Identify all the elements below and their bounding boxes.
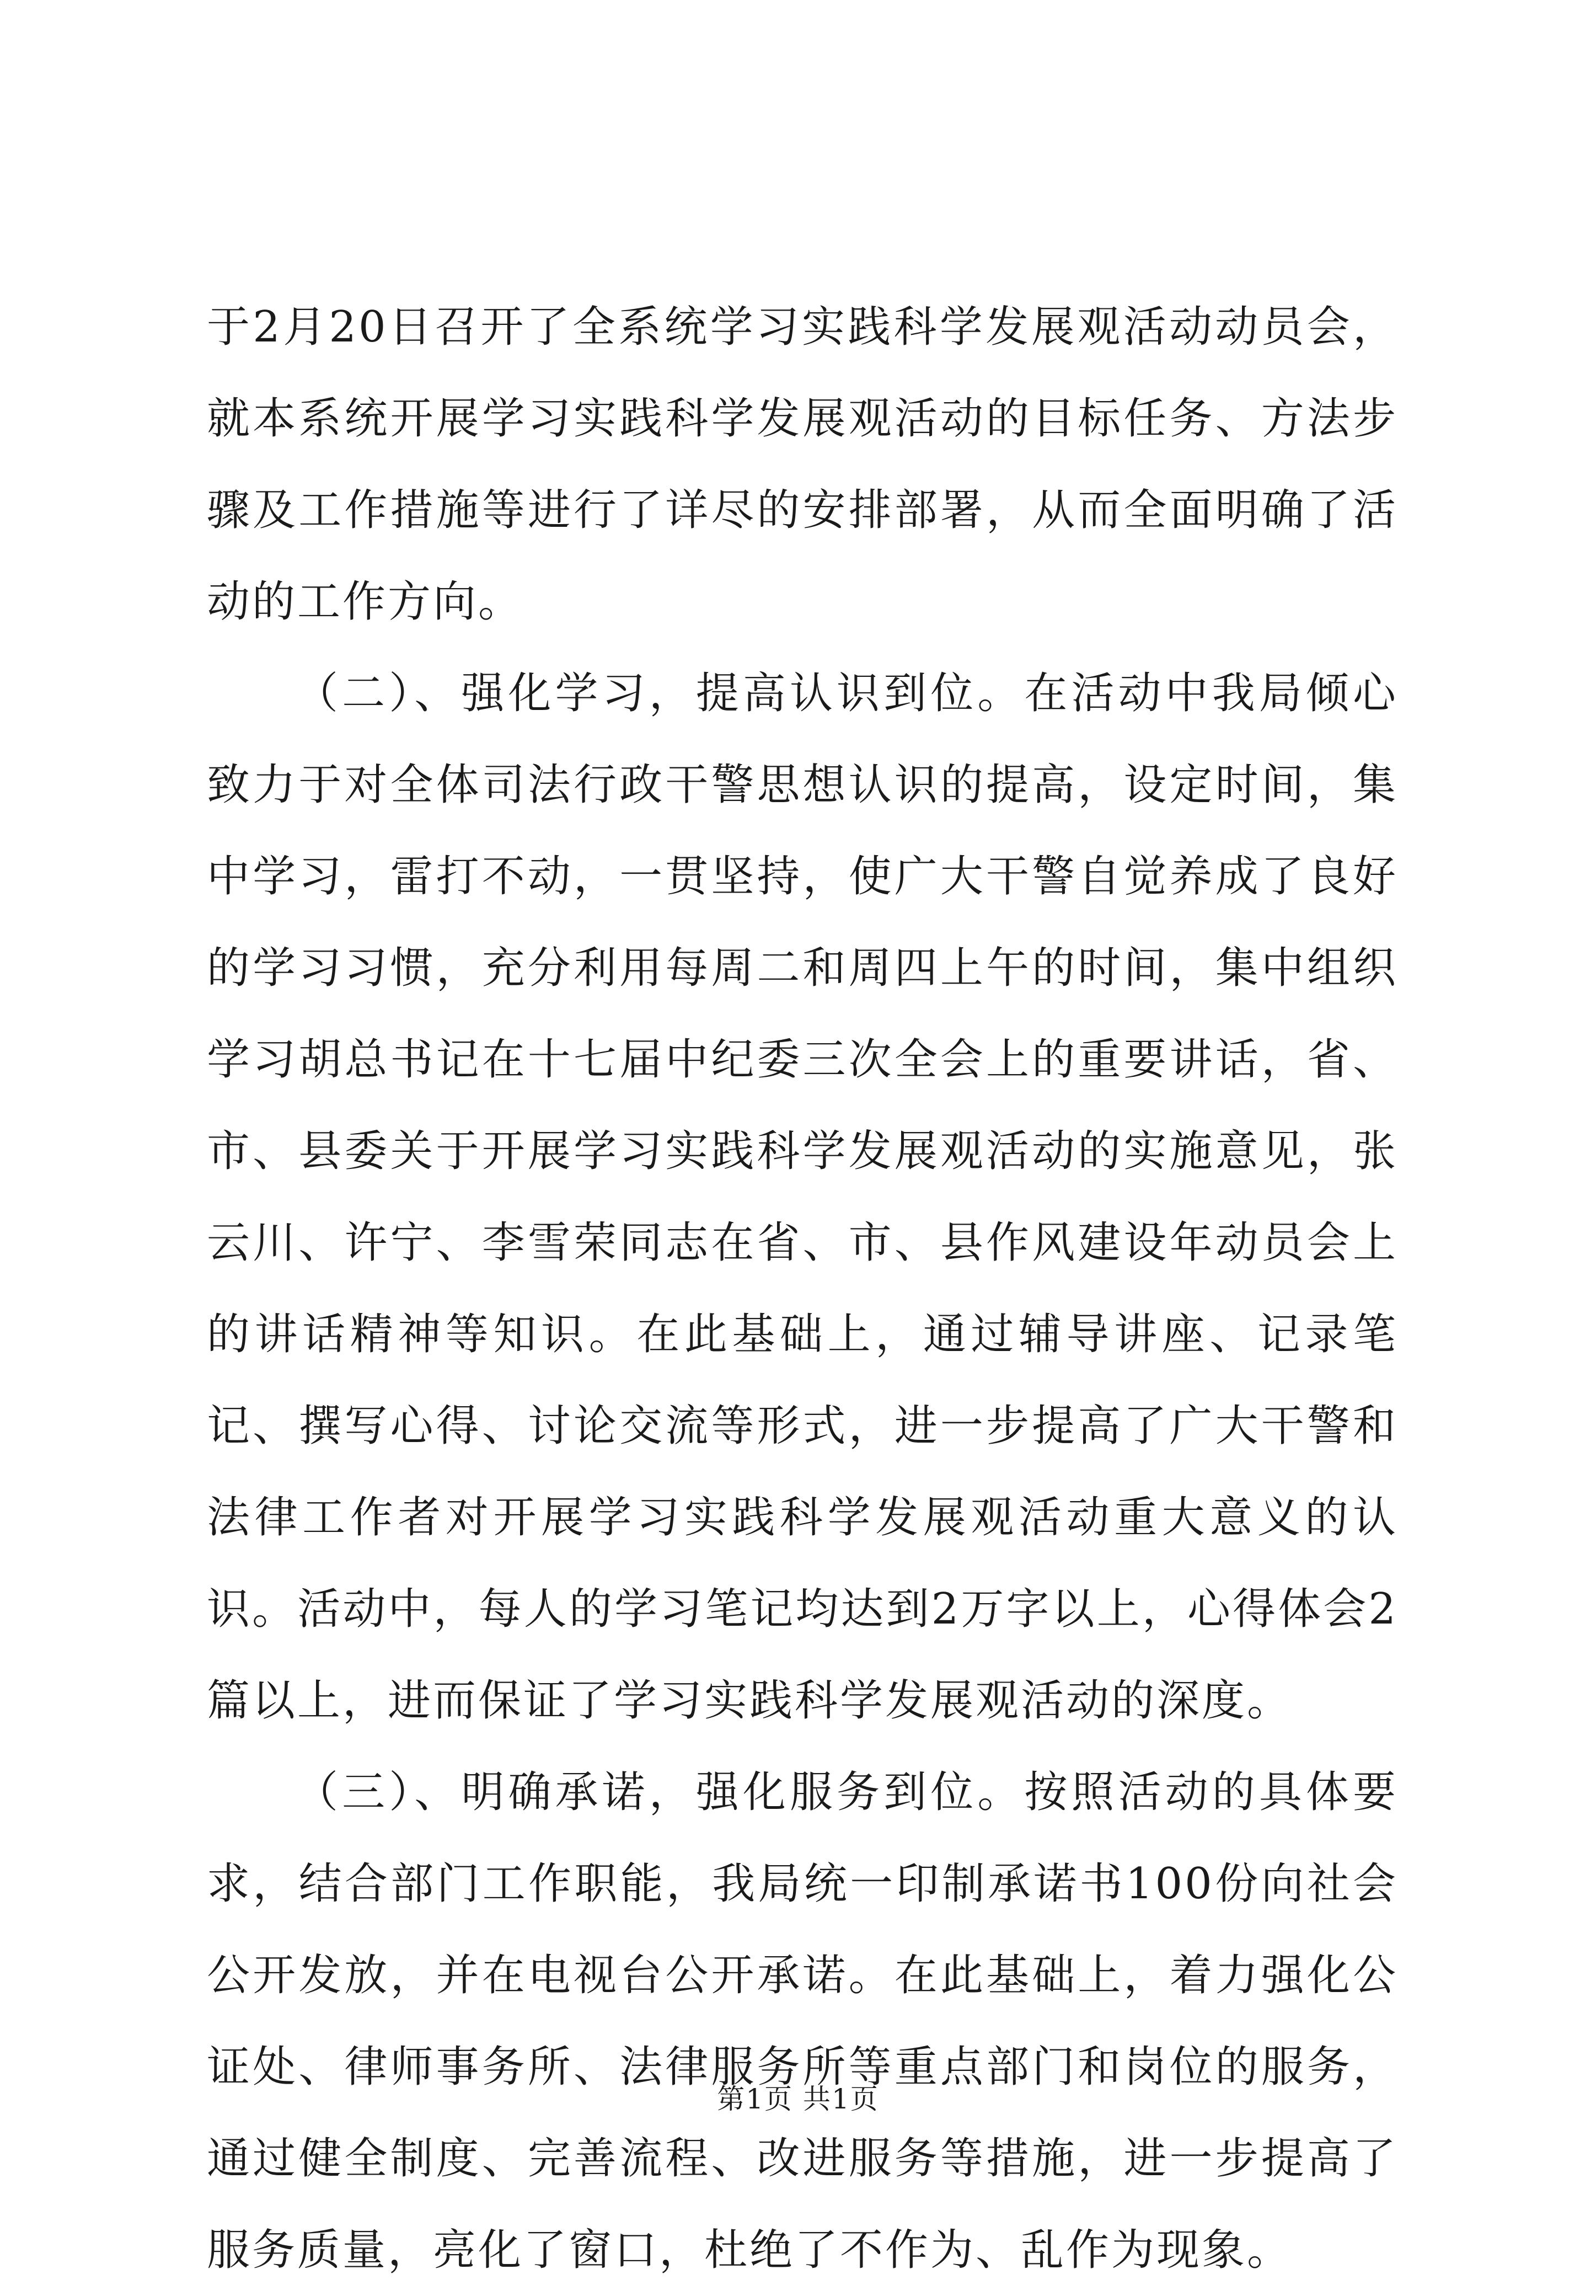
paragraph-continuation: 于2月20日召开了全系统学习实践科学发展观活动动员会，就本系统开展学习实践科学发展观活动的目标任务、方法步骤及工作措施等进行了详尽的安排部署，从而全面明确了活动的工作方向。 <box>207 302 1398 627</box>
document-body <box>207 281 1398 2296</box>
paragraph-section-three: （三）、明确承诺，强化服务到位。按照活动的具体要求，结合部门工作职能，我局统一印制承诺书100份向社会公开发放，并在电视台公开承诺。在此基础上，着力强化公证处、律师事务所、法律服务所等重点部门和岗位的服务，通过健全制度、完善流程、改进服务等措施，进一步提高了服务质量，亮化了窗口，杜绝了不作为、乱作为现象。 <box>207 1768 1398 2275</box>
page-footer: 第1页 共1页 <box>717 2083 879 2115</box>
paragraph-section-two: （二）、强化学习，提高认识到位。在活动中我局倾心致力于对全体司法行政干警思想认识的提高，设定时间，集中学习，雷打不动，一贯坚持，使广大干警自觉养成了良好的学习习惯，充分利用每周二和周四上午的时间，集中组织学习胡总书记在十七届中纪委三次全会上的重要讲话，省、市、县委关于开展学习实践科学发展观活动的实施意见，张云川、许宁、李雪荣同志在省、市、县作风建设年动员会上的讲话精神等知识。在此基础上，通过辅导讲座、记录笔记、撰写心得、讨论交流等形式，进一步提高了广大干警和法律工作者对开展学习实践科学发展观活动重大意义的认识。活动中，每人的学习笔记均达到2万字以上，心得体会2篇以上，进而保证了学习实践科学发展观活动的深度。 <box>207 669 1398 1726</box>
